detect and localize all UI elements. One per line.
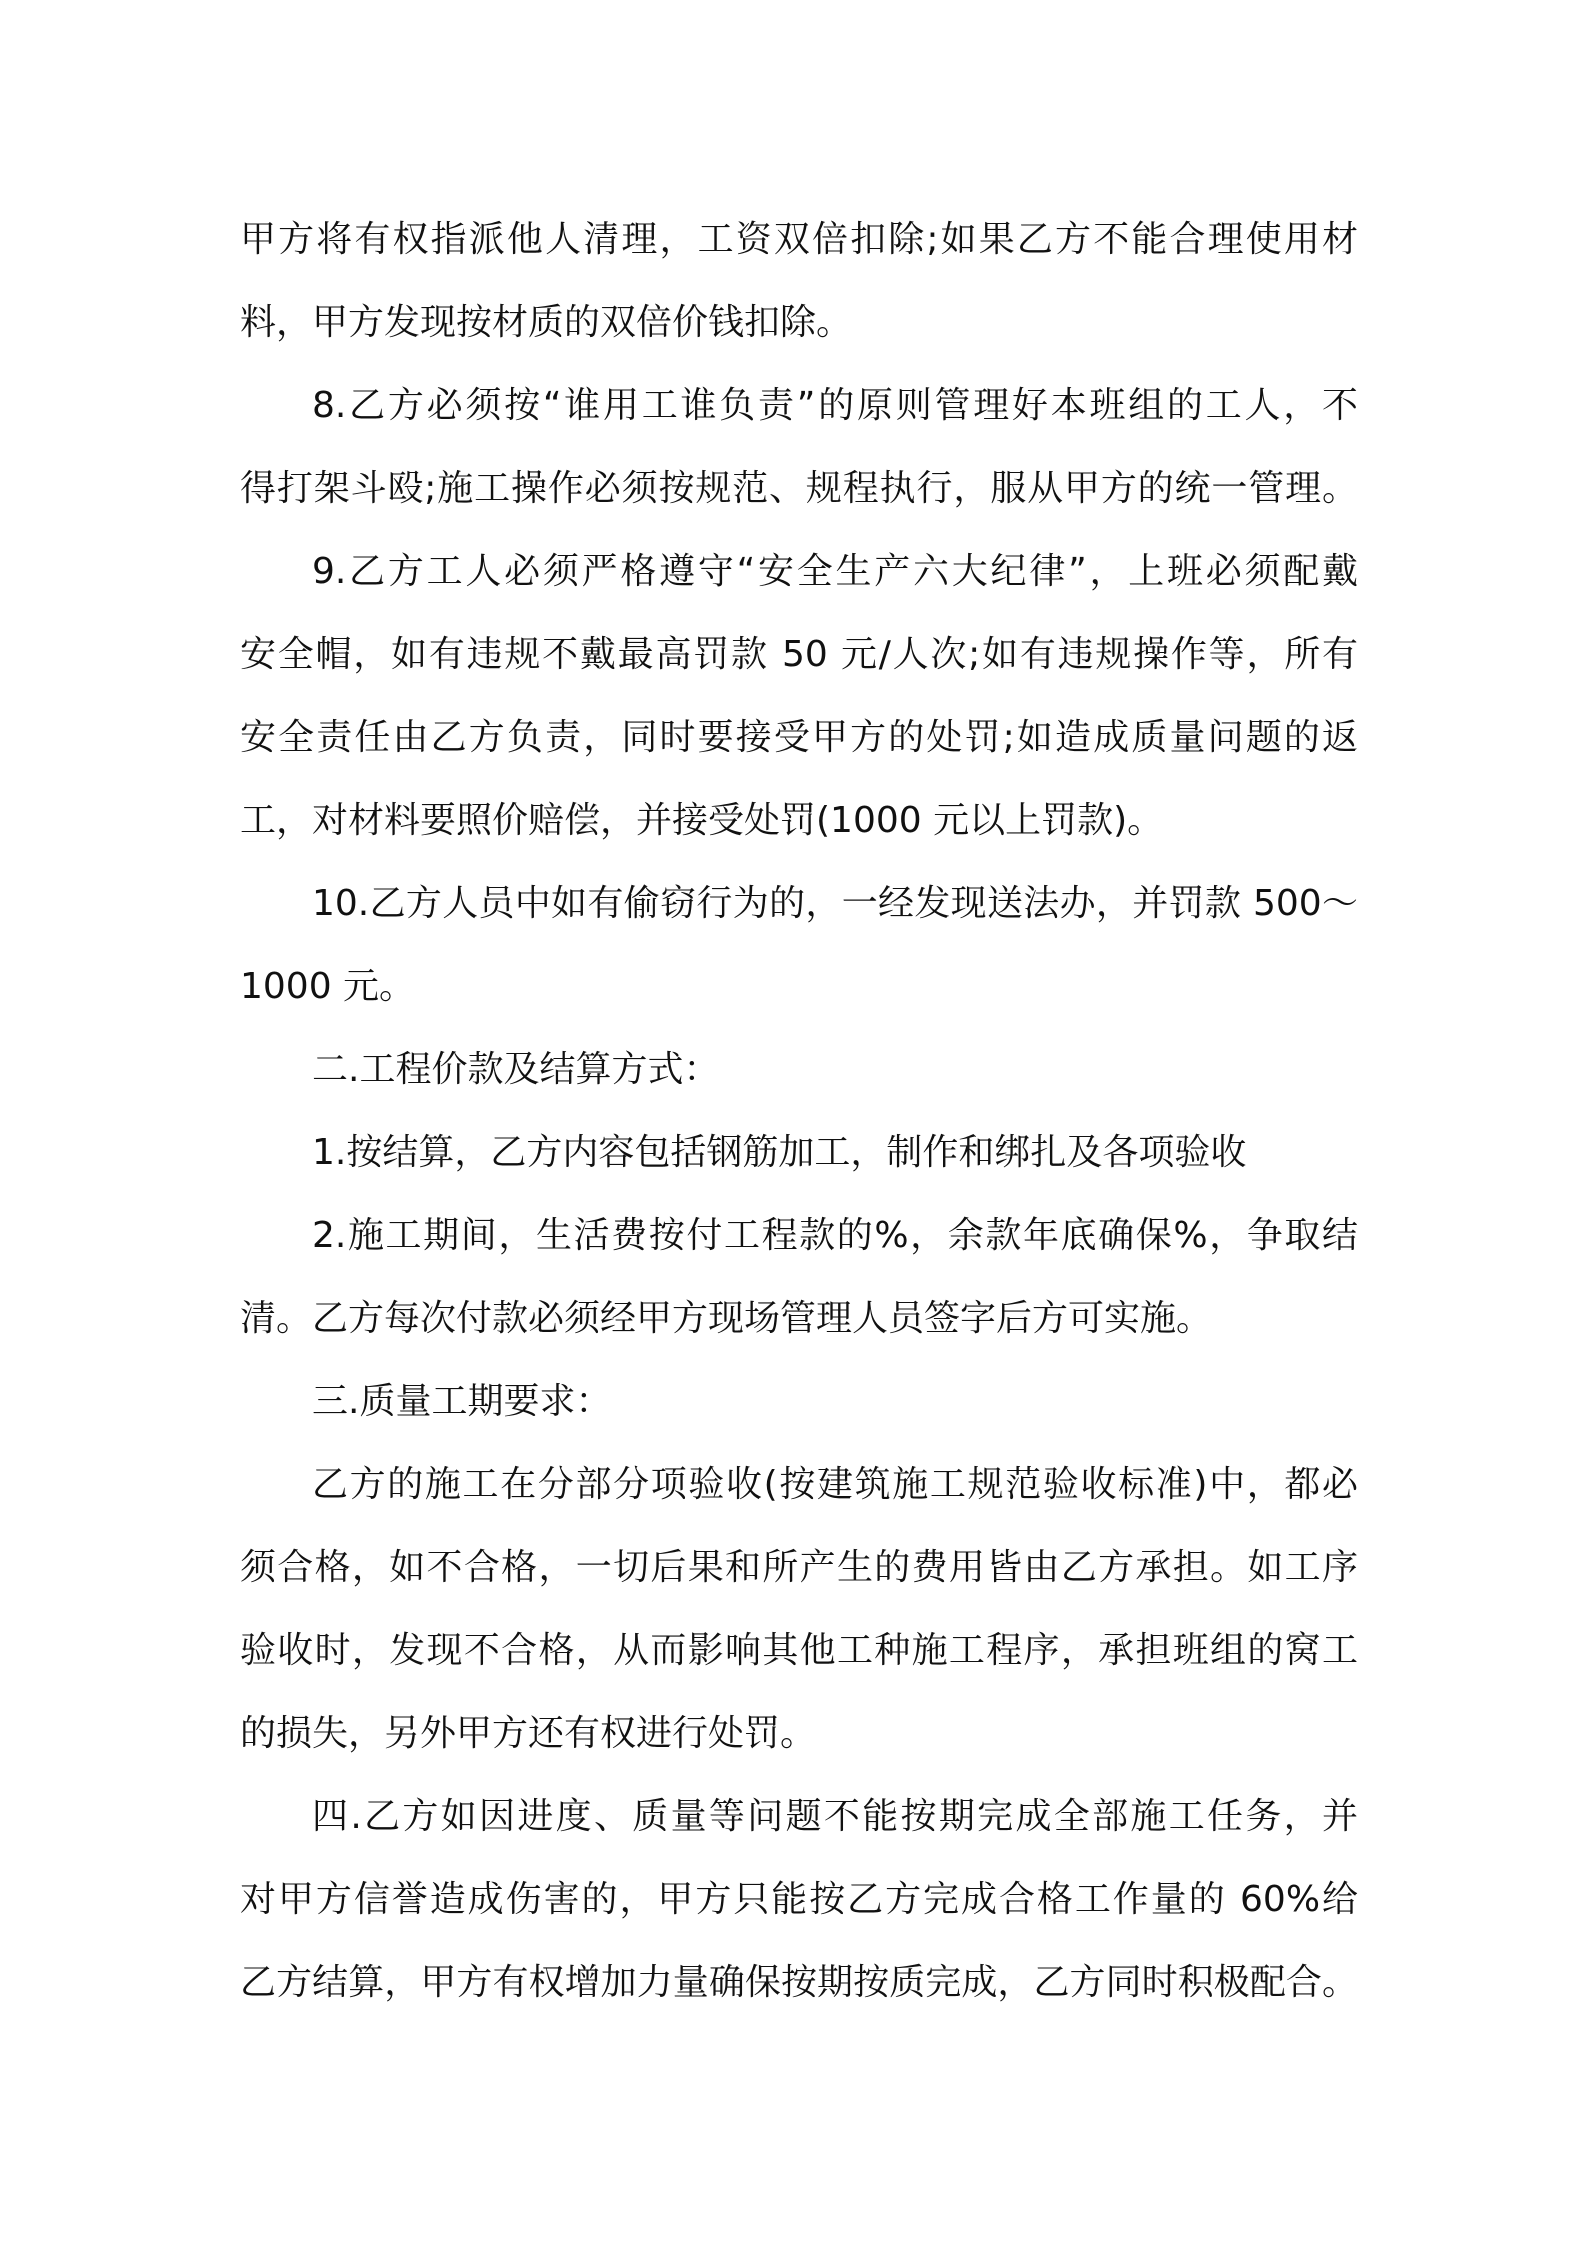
text-line: 8.乙方必须按“谁用工谁负责”的原则管理好本班组的工人，不 — [312, 385, 1358, 426]
text-line: 验收时，发现不合格，从而影响其他工种施工程序，承担班组的窝工 — [240, 1630, 1358, 1671]
section-heading: 三.质量工期要求： — [312, 1381, 612, 1422]
text-line: 工，对材料要照价赔偿，并接受处罚(1000 元以上罚款)。 — [240, 800, 1164, 841]
text-line: 1.按结算，乙方内容包括钢筋加工，制作和绑扎及各项验收 — [312, 1132, 1247, 1173]
text-line: 得打架斗殴;施工操作必须按规范、规程执行，服从甲方的统一管理。 — [240, 468, 1358, 509]
text-line: 1000 元。 — [240, 966, 416, 1007]
text-line: 料，甲方发现按材质的双倍价钱扣除。 — [240, 302, 853, 343]
text-line: 安全帽，如有违规不戴最高罚款 50 元/人次;如有违规操作等，所有 — [240, 634, 1358, 675]
text-line: 清。乙方每次付款必须经甲方现场管理人员签字后方可实施。 — [240, 1298, 1213, 1339]
section-heading: 二.工程价款及结算方式： — [312, 1049, 720, 1090]
text-line: 甲方将有权指派他人清理，工资双倍扣除;如果乙方不能合理使用材 — [240, 219, 1358, 260]
text-line: 2.施工期间，生活费按付工程款的%，余款年底确保%，争取结 — [312, 1215, 1358, 1256]
document-page — [240, 198, 1358, 2024]
text-line: 乙方结算，甲方有权增加力量确保按期按质完成，乙方同时积极配合。 — [240, 1962, 1358, 2003]
text-line: 的损失，另外甲方还有权进行处罚。 — [240, 1713, 817, 1754]
text-line: 对甲方信誉造成伤害的，甲方只能按乙方完成合格工作量的 60%给 — [240, 1879, 1358, 1920]
text-line: 乙方的施工在分部分项验收(按建筑施工规范验收标准)中，都必 — [312, 1464, 1358, 1505]
text-line: 安全责任由乙方负责，同时要接受甲方的处罚;如造成质量问题的返 — [240, 717, 1358, 758]
text-line: 10.乙方人员中如有偷窃行为的，一经发现送法办，并罚款 500～ — [312, 883, 1358, 924]
text-line: 9.乙方工人必须严格遵守“安全生产六大纪律”，上班必须配戴 — [312, 551, 1358, 592]
text-line: 须合格，如不合格，一切后果和所产生的费用皆由乙方承担。如工序 — [240, 1547, 1358, 1588]
section-heading: 四.乙方如因进度、质量等问题不能按期完成全部施工任务，并 — [312, 1796, 1358, 1837]
